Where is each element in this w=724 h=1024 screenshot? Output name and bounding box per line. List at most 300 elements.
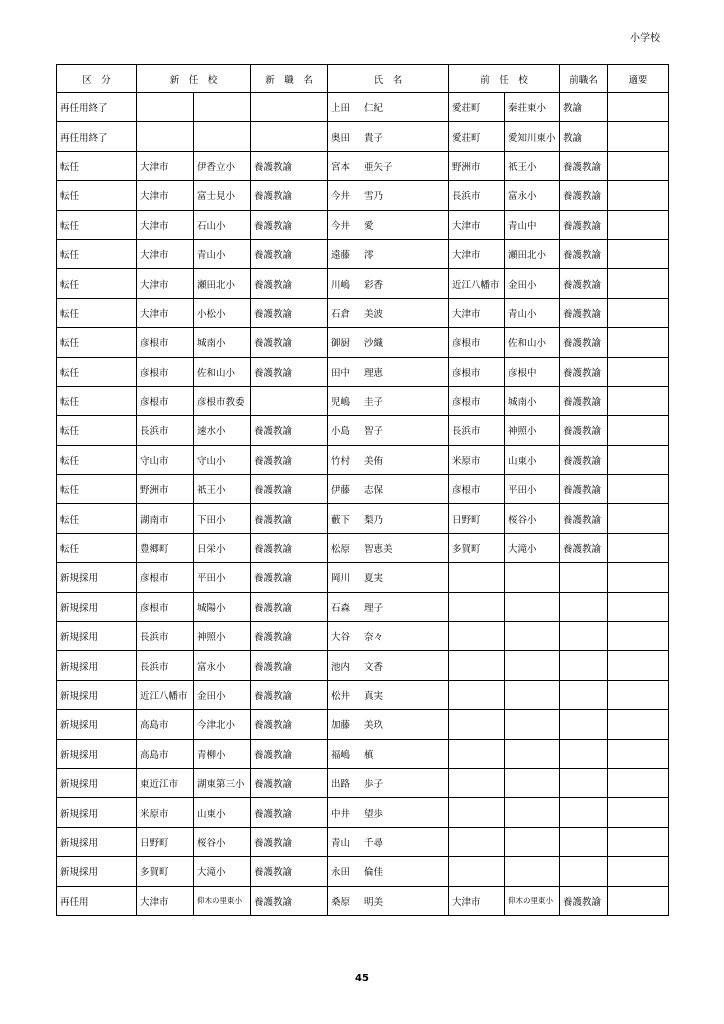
cell-name xyxy=(328,328,449,357)
cell-note xyxy=(608,857,669,886)
cell-note xyxy=(608,827,669,856)
cell-note xyxy=(608,563,669,592)
given-name: 智子 xyxy=(364,426,384,438)
cell-new-school xyxy=(194,122,251,151)
table-row xyxy=(57,710,669,739)
table-row xyxy=(57,239,669,268)
cell-new-city: 大津市 xyxy=(137,269,194,298)
cell-new-title: 養護教諭 xyxy=(251,210,328,239)
cell-prev-title: 教諭 xyxy=(560,93,608,122)
given-name: 美玖 xyxy=(364,720,384,732)
cell-new-title: 養護教諭 xyxy=(251,445,328,474)
cell-name xyxy=(328,151,449,180)
given-name: 理子 xyxy=(364,602,384,614)
given-name: 夏実 xyxy=(364,573,384,585)
cell-kubun: 新規採用 xyxy=(57,798,137,827)
cell-kubun: 新規採用 xyxy=(57,622,137,651)
surname: 石倉 xyxy=(331,308,351,320)
cell-prev-title xyxy=(560,739,608,768)
cell-new-school: 守山小 xyxy=(194,445,251,474)
cell-new-city: 長浜市 xyxy=(137,622,194,651)
surname: 池内 xyxy=(331,661,351,673)
cell-new-city xyxy=(137,93,194,122)
surname: 出路 xyxy=(331,779,351,791)
surname: 松井 xyxy=(331,691,351,702)
cell-name xyxy=(328,886,449,915)
cell-new-city xyxy=(137,122,194,151)
cell-kubun: 転任 xyxy=(57,328,137,357)
cell-name xyxy=(328,592,449,621)
cell-prev-title: 養護教諭 xyxy=(560,239,608,268)
table-row xyxy=(57,357,669,386)
cell-prev-title: 養護教諭 xyxy=(560,357,608,386)
cell-kubun: 新規採用 xyxy=(57,592,137,621)
cell-kubun: 再任用終了 xyxy=(57,93,137,122)
given-name: 愛 xyxy=(364,220,374,232)
cell-kubun: 転任 xyxy=(57,181,137,210)
cell-prev-school xyxy=(505,798,560,827)
cell-new-school: 桜谷小 xyxy=(194,827,251,856)
cell-prev-school xyxy=(505,857,560,886)
surname: 今井 xyxy=(331,220,351,232)
cell-new-school: 佐和山小 xyxy=(194,357,251,386)
cell-prev-title: 養護教諭 xyxy=(560,504,608,533)
table-row xyxy=(57,798,669,827)
cell-name xyxy=(328,651,449,680)
cell-new-school: 下田小 xyxy=(194,504,251,533)
cell-note xyxy=(608,298,669,327)
cell-prev-school: 山東小 xyxy=(505,445,560,474)
cell-name xyxy=(328,504,449,533)
cell-prev-school xyxy=(505,622,560,651)
given-name: 貴子 xyxy=(364,132,384,144)
cell-prev-title: 養護教諭 xyxy=(560,328,608,357)
cell-prev-city: 大津市 xyxy=(449,239,505,268)
cell-prev-school xyxy=(505,563,560,592)
given-name: 千尋 xyxy=(364,837,384,849)
cell-prev-school xyxy=(505,827,560,856)
cell-new-city: 大津市 xyxy=(137,239,194,268)
cell-prev-school: 仰木の里東小 xyxy=(505,886,560,915)
cell-prev-title: 養護教諭 xyxy=(560,533,608,562)
cell-new-school: 金田小 xyxy=(194,680,251,709)
cell-prev-city: 大津市 xyxy=(449,886,505,915)
cell-name xyxy=(328,93,449,122)
personnel-table xyxy=(56,64,669,916)
given-name: 智恵美 xyxy=(364,544,393,556)
cell-prev-title: 教諭 xyxy=(560,122,608,151)
cell-prev-school: 平田小 xyxy=(505,475,560,504)
cell-new-city: 長浜市 xyxy=(137,651,194,680)
cell-note xyxy=(608,445,669,474)
table-row xyxy=(57,651,669,680)
given-name: 梨乃 xyxy=(364,514,384,526)
cell-prev-school: 桜谷小 xyxy=(505,504,560,533)
cell-new-title: 養護教諭 xyxy=(251,416,328,445)
surname: 青山 xyxy=(331,837,351,849)
cell-new-city: 高島市 xyxy=(137,710,194,739)
cell-name xyxy=(328,239,449,268)
cell-new-city: 豊郷町 xyxy=(137,533,194,562)
cell-prev-city xyxy=(449,798,505,827)
cell-prev-title: 養護教諭 xyxy=(560,151,608,180)
cell-prev-city: 彦根市 xyxy=(449,357,505,386)
surname: 岡川 xyxy=(331,573,351,585)
surname: 大谷 xyxy=(331,632,351,644)
cell-kubun: 新規採用 xyxy=(57,739,137,768)
cell-note xyxy=(608,592,669,621)
cell-name xyxy=(328,269,449,298)
cell-new-school: 山東小 xyxy=(194,798,251,827)
cell-prev-school xyxy=(505,768,560,797)
table-row xyxy=(57,592,669,621)
cell-new-title: 養護教諭 xyxy=(251,798,328,827)
table-row xyxy=(57,181,669,210)
cell-prev-title xyxy=(560,563,608,592)
cell-kubun: 転任 xyxy=(57,533,137,562)
cell-prev-school xyxy=(505,739,560,768)
cell-prev-title xyxy=(560,680,608,709)
cell-prev-school: 青山中 xyxy=(505,210,560,239)
cell-note xyxy=(608,710,669,739)
table-row xyxy=(57,445,669,474)
cell-prev-city xyxy=(449,622,505,651)
cell-prev-title xyxy=(560,827,608,856)
cell-kubun: 転任 xyxy=(57,269,137,298)
cell-new-title: 養護教諭 xyxy=(251,181,328,210)
surname: 伊藤 xyxy=(331,485,351,497)
cell-new-title: 養護教諭 xyxy=(251,739,328,768)
cell-kubun: 転任 xyxy=(57,357,137,386)
cell-new-city: 近江八幡市 xyxy=(137,680,194,709)
given-name: 亜矢子 xyxy=(364,161,393,173)
cell-note xyxy=(608,181,669,210)
cell-prev-title: 養護教諭 xyxy=(560,298,608,327)
cell-new-title: 養護教諭 xyxy=(251,622,328,651)
table-row xyxy=(57,151,669,180)
cell-note xyxy=(608,239,669,268)
cell-prev-city: 近江八幡市 xyxy=(449,269,505,298)
given-name: 澪 xyxy=(364,250,374,262)
table-header-row xyxy=(57,65,669,93)
given-name: 文香 xyxy=(364,661,384,673)
cell-prev-school: 城南小 xyxy=(505,386,560,415)
cell-name xyxy=(328,298,449,327)
cell-kubun: 再任用 xyxy=(57,886,137,915)
cell-prev-title: 養護教諭 xyxy=(560,181,608,210)
table-row xyxy=(57,328,669,357)
cell-prev-school: 青山小 xyxy=(505,298,560,327)
cell-prev-school: 佐和山小 xyxy=(505,328,560,357)
surname: 田中 xyxy=(331,367,351,379)
surname: 松原 xyxy=(331,544,351,556)
cell-new-city: 大津市 xyxy=(137,181,194,210)
cell-prev-title: 養護教諭 xyxy=(560,269,608,298)
given-name: 歩子 xyxy=(364,779,384,791)
table-row xyxy=(57,93,669,122)
cell-kubun: 転任 xyxy=(57,475,137,504)
cell-prev-school: 秦荘東小 xyxy=(505,93,560,122)
cell-prev-title xyxy=(560,710,608,739)
surname: 御厨 xyxy=(331,338,351,350)
cell-new-city: 多賀町 xyxy=(137,857,194,886)
cell-new-school: 祇王小 xyxy=(194,475,251,504)
cell-new-city: 湖南市 xyxy=(137,504,194,533)
cell-new-title xyxy=(251,93,328,122)
cell-prev-city: 長浜市 xyxy=(449,416,505,445)
cell-prev-school: 大滝小 xyxy=(505,533,560,562)
cell-kubun: 新規採用 xyxy=(57,680,137,709)
surname: 児嶋 xyxy=(331,397,351,409)
cell-prev-title xyxy=(560,857,608,886)
cell-prev-title: 養護教諭 xyxy=(560,445,608,474)
cell-prev-city xyxy=(449,768,505,797)
cell-note xyxy=(608,768,669,797)
given-name: 圭子 xyxy=(364,397,384,409)
cell-prev-school: 瀬田北小 xyxy=(505,239,560,268)
cell-new-school: 速水小 xyxy=(194,416,251,445)
cell-kubun: 転任 xyxy=(57,504,137,533)
cell-new-school: 日栄小 xyxy=(194,533,251,562)
surname: 遠藤 xyxy=(331,250,351,262)
given-name: 彩香 xyxy=(364,279,384,291)
cell-note xyxy=(608,122,669,151)
cell-name xyxy=(328,210,449,239)
cell-kubun: 新規採用 xyxy=(57,563,137,592)
cell-new-school: 仰木の里東小 xyxy=(194,886,251,915)
cell-prev-title: 養護教諭 xyxy=(560,386,608,415)
cell-prev-city: 日野町 xyxy=(449,504,505,533)
cell-prev-school xyxy=(505,680,560,709)
header-new-post: 新 任 校 xyxy=(137,65,251,93)
cell-name xyxy=(328,827,449,856)
given-name: 沙織 xyxy=(364,338,384,350)
cell-new-city: 大津市 xyxy=(137,298,194,327)
cell-name xyxy=(328,563,449,592)
cell-new-city: 彦根市 xyxy=(137,357,194,386)
cell-new-city: 長浜市 xyxy=(137,416,194,445)
header-name: 氏 名 xyxy=(328,65,449,93)
surname: 桑原 xyxy=(331,896,351,908)
cell-kubun: 転任 xyxy=(57,298,137,327)
table-row xyxy=(57,416,669,445)
cell-new-city: 高島市 xyxy=(137,739,194,768)
cell-new-city: 彦根市 xyxy=(137,592,194,621)
cell-kubun: 転任 xyxy=(57,151,137,180)
table-row xyxy=(57,680,669,709)
cell-prev-title: 養護教諭 xyxy=(560,475,608,504)
cell-new-school: 城南小 xyxy=(194,328,251,357)
table-body xyxy=(57,93,669,916)
surname: 今井 xyxy=(331,191,351,203)
given-name: 望歩 xyxy=(364,808,384,820)
given-name: 倫佳 xyxy=(364,867,384,879)
cell-prev-school: 祇王小 xyxy=(505,151,560,180)
cell-prev-school xyxy=(505,710,560,739)
cell-name xyxy=(328,710,449,739)
table-row xyxy=(57,563,669,592)
cell-note xyxy=(608,798,669,827)
cell-new-city: 彦根市 xyxy=(137,386,194,415)
cell-new-school: 大滝小 xyxy=(194,857,251,886)
table-row xyxy=(57,475,669,504)
cell-new-school: 神照小 xyxy=(194,622,251,651)
given-name: 志保 xyxy=(364,485,384,497)
cell-prev-city: 野洲市 xyxy=(449,151,505,180)
given-name: 明美 xyxy=(364,896,384,908)
header-kubun: 区 分 xyxy=(57,65,137,93)
given-name: 美侑 xyxy=(364,455,384,467)
cell-new-title: 養護教諭 xyxy=(251,680,328,709)
cell-new-city: 野洲市 xyxy=(137,475,194,504)
cell-new-title: 養護教諭 xyxy=(251,328,328,357)
cell-new-school: 石山小 xyxy=(194,210,251,239)
cell-kubun: 新規採用 xyxy=(57,827,137,856)
cell-note xyxy=(608,886,669,915)
cell-prev-city xyxy=(449,592,505,621)
cell-prev-city xyxy=(449,857,505,886)
cell-new-school: 小松小 xyxy=(194,298,251,327)
table-row xyxy=(57,827,669,856)
cell-new-school: 富士見小 xyxy=(194,181,251,210)
cell-new-school: 伊香立小 xyxy=(194,151,251,180)
cell-note xyxy=(608,651,669,680)
cell-note xyxy=(608,416,669,445)
cell-note xyxy=(608,533,669,562)
cell-note xyxy=(608,680,669,709)
cell-kubun: 転任 xyxy=(57,445,137,474)
cell-prev-city: 多賀町 xyxy=(449,533,505,562)
cell-note xyxy=(608,210,669,239)
cell-kubun: 転任 xyxy=(57,386,137,415)
cell-prev-city: 大津市 xyxy=(449,210,505,239)
cell-name xyxy=(328,680,449,709)
cell-kubun: 新規採用 xyxy=(57,651,137,680)
cell-new-city: 守山市 xyxy=(137,445,194,474)
cell-new-title: 養護教諭 xyxy=(251,651,328,680)
cell-name xyxy=(328,768,449,797)
cell-name xyxy=(328,445,449,474)
surname: 宮本 xyxy=(331,161,351,173)
cell-new-city: 彦根市 xyxy=(137,328,194,357)
cell-prev-city: 彦根市 xyxy=(449,328,505,357)
cell-prev-city: 長浜市 xyxy=(449,181,505,210)
cell-new-title: 養護教諭 xyxy=(251,563,328,592)
cell-kubun: 新規採用 xyxy=(57,768,137,797)
header-note: 適要 xyxy=(608,65,669,93)
cell-new-title: 養護教諭 xyxy=(251,768,328,797)
cell-name xyxy=(328,798,449,827)
cell-new-city: 大津市 xyxy=(137,886,194,915)
given-name: 奈々 xyxy=(364,632,384,644)
table-row xyxy=(57,857,669,886)
cell-name xyxy=(328,857,449,886)
table-row xyxy=(57,386,669,415)
cell-note xyxy=(608,622,669,651)
cell-new-title: 養護教諭 xyxy=(251,475,328,504)
cell-prev-title xyxy=(560,651,608,680)
cell-name xyxy=(328,181,449,210)
cell-prev-city xyxy=(449,651,505,680)
cell-name xyxy=(328,739,449,768)
cell-new-school: 瀬田北小 xyxy=(194,269,251,298)
cell-new-city: 大津市 xyxy=(137,151,194,180)
cell-new-title: 養護教諭 xyxy=(251,504,328,533)
cell-new-title: 養護教諭 xyxy=(251,886,328,915)
surname: 福嶋 xyxy=(331,749,351,761)
cell-prev-title: 養護教諭 xyxy=(560,886,608,915)
cell-kubun: 転任 xyxy=(57,416,137,445)
given-name: 仁紀 xyxy=(364,103,384,115)
given-name: 真実 xyxy=(364,691,384,702)
cell-prev-school xyxy=(505,592,560,621)
surname: 中井 xyxy=(331,808,351,820)
cell-new-city: 彦根市 xyxy=(137,563,194,592)
cell-new-school xyxy=(194,93,251,122)
cell-note xyxy=(608,386,669,415)
given-name: 雪乃 xyxy=(364,191,384,203)
cell-new-school: 富永小 xyxy=(194,651,251,680)
cell-note xyxy=(608,475,669,504)
given-name: 槙 xyxy=(364,749,374,761)
cell-note xyxy=(608,357,669,386)
cell-new-title: 養護教諭 xyxy=(251,151,328,180)
table-row xyxy=(57,622,669,651)
cell-prev-city xyxy=(449,680,505,709)
surname: 奥田 xyxy=(331,132,351,144)
cell-name xyxy=(328,533,449,562)
cell-prev-city: 米原市 xyxy=(449,445,505,474)
surname: 石森 xyxy=(331,602,351,614)
cell-prev-city: 大津市 xyxy=(449,298,505,327)
cell-note xyxy=(608,739,669,768)
cell-prev-school: 愛知川東小 xyxy=(505,122,560,151)
cell-prev-city: 愛荘町 xyxy=(449,93,505,122)
surname: 小島 xyxy=(331,426,351,438)
cell-prev-title xyxy=(560,622,608,651)
cell-name xyxy=(328,122,449,151)
cell-kubun: 転任 xyxy=(57,239,137,268)
cell-new-title: 養護教諭 xyxy=(251,357,328,386)
cell-note xyxy=(608,269,669,298)
table-row xyxy=(57,886,669,915)
cell-prev-title xyxy=(560,592,608,621)
surname: 竹村 xyxy=(331,455,351,467)
cell-prev-school xyxy=(505,651,560,680)
cell-prev-city: 彦根市 xyxy=(449,475,505,504)
cell-kubun: 新規採用 xyxy=(57,857,137,886)
cell-new-title: 養護教諭 xyxy=(251,269,328,298)
cell-new-title: 養護教諭 xyxy=(251,533,328,562)
cell-prev-city: 彦根市 xyxy=(449,386,505,415)
header-new-title: 新 職 名 xyxy=(251,65,328,93)
cell-prev-city xyxy=(449,563,505,592)
cell-name xyxy=(328,475,449,504)
cell-new-school: 今津北小 xyxy=(194,710,251,739)
cell-prev-city xyxy=(449,739,505,768)
cell-new-school: 彦根市教委 xyxy=(194,386,251,415)
given-name: 美波 xyxy=(364,308,384,320)
page-number: 45 xyxy=(355,973,369,984)
cell-note xyxy=(608,328,669,357)
given-name: 理恵 xyxy=(364,367,384,379)
table-row xyxy=(57,122,669,151)
surname: 藪下 xyxy=(331,514,351,526)
cell-kubun: 転任 xyxy=(57,210,137,239)
cell-name xyxy=(328,416,449,445)
surname: 上田 xyxy=(331,103,351,115)
table-row xyxy=(57,269,669,298)
